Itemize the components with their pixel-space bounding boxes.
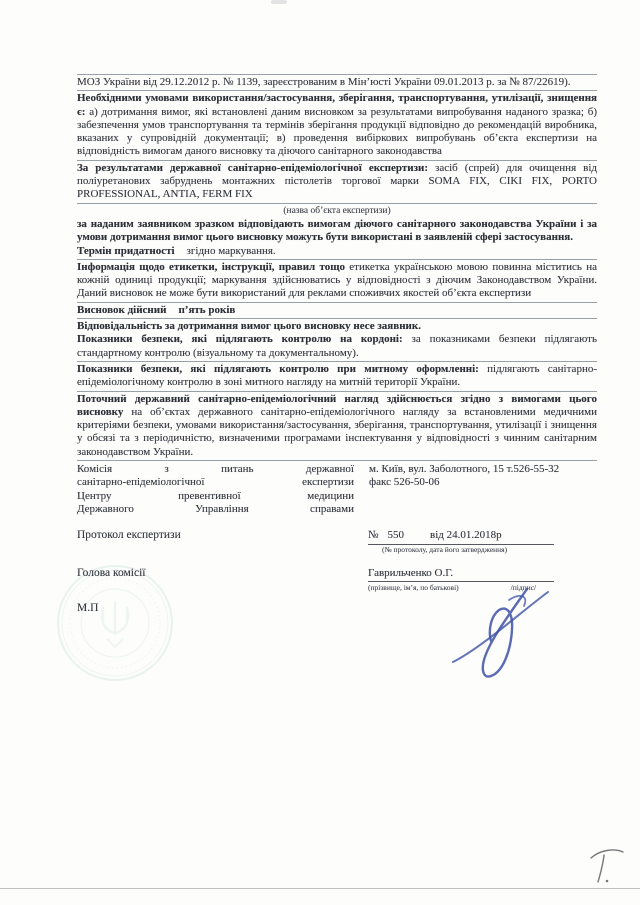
chairman-label: Голова комісії xyxy=(77,566,146,579)
protocol-date: від 24.01.2018р xyxy=(430,529,502,542)
mark-dot xyxy=(606,880,609,883)
document-body xyxy=(77,73,597,615)
customs-control-heading: Показники безпеки, які підлягають контролю при митному оформленні: xyxy=(77,362,479,375)
address-line-2: факс 526-50-06 xyxy=(369,476,440,489)
border-control-heading: Показники безпеки, які підлягають контролю на кордоні: xyxy=(77,333,403,346)
shelf-life-paragraph xyxy=(77,245,597,258)
address-line-1: м. Київ, вул. Заболотного, 15 т.526-55-32 xyxy=(369,463,560,476)
registration-text: МОЗ України від 29.12.2012 р. № 1139, зареєстрованим в Мін’юсті України 09.01.2013 р. за № 87/22619). xyxy=(77,76,571,88)
divider xyxy=(77,302,597,303)
compliance-paragraph xyxy=(77,218,597,245)
shelf-life-text: згідно маркування. xyxy=(186,244,276,257)
signature-stroke xyxy=(483,589,527,677)
divider xyxy=(77,318,597,319)
commission-name-line: Державного Управління справами xyxy=(77,502,354,515)
divider xyxy=(77,90,597,91)
validity-heading: Висновок дійсний xyxy=(77,303,167,316)
validity-term: п’ять років xyxy=(178,303,236,316)
chairman-name-caption: (прізвище, ім’я, по батькові) xyxy=(368,582,459,592)
protocol-row xyxy=(77,529,597,553)
registration-paragraph xyxy=(77,76,597,89)
label-info-paragraph xyxy=(77,261,597,301)
protocol-label: Протокол експертизи xyxy=(77,529,181,542)
usage-conditions-heading: Необхідними умовами використання/застосування, зберігання, транспортування, утилізації, знищення є: xyxy=(77,92,597,118)
divider xyxy=(77,74,597,75)
divider xyxy=(77,259,597,260)
seal-place-label: М.П xyxy=(77,601,99,614)
divider xyxy=(77,203,597,204)
commission-name-line: санітарно-епідеміологічної експертизи xyxy=(77,476,354,489)
divider xyxy=(77,460,597,461)
responsibility-text: Відповідальність за дотримання вимог цього висновку несе заявник. xyxy=(77,320,421,333)
divider xyxy=(77,160,597,161)
protocol-number-prefix: № xyxy=(368,529,379,542)
commission-name xyxy=(77,463,354,516)
commission-address xyxy=(369,463,597,516)
responsibility-paragraph xyxy=(77,320,597,333)
protocol-caption: (№ протоколу, дата його затвердження) xyxy=(382,544,508,554)
expertise-results-heading: За результатами державної санітарно-епідеміологічної експертизи: xyxy=(77,161,429,174)
shelf-life-heading: Термін придатності xyxy=(77,244,175,257)
divider xyxy=(77,391,597,392)
protocol-value-block xyxy=(368,529,568,553)
expertise-results-text: засіб (спрей) для очищення від поліуретанових забруднень монтажних пістолетів торгової марки SOMA FIX, CIKI FIX, PORTO PROFESSIONAL, ANTIA, FERM FIX xyxy=(77,161,597,201)
label-info-heading: Інформація щодо етикетки, інструкції, правил тощо xyxy=(77,260,346,273)
mark-top-stroke xyxy=(591,850,623,858)
customs-control-text: підлягають санітарно-епідеміологічному контролю в зоні митного нагляду на митній території України. xyxy=(77,362,597,389)
label-info-text: етикетка українською мовою повинна міститись на кожній одиниці продукції; маркування здійснюватись у відповідності з діючим Законодавством України. Даний висновок не може бути використаний для реклами споживчих якостей об’єкта експертизи xyxy=(77,260,597,300)
usage-conditions-paragraph xyxy=(77,92,597,158)
border-control-paragraph xyxy=(77,333,597,360)
compliance-text: за наданим заявником зразком відповідають вимогам діючого санітарного законодавства України і за умови дотримання вимог цього висновку можуть бути використані в заявленій сфері застосування. xyxy=(77,217,597,244)
supervision-paragraph xyxy=(77,393,597,459)
mark-stem-stroke xyxy=(598,855,604,882)
chairman-name: Гаврильченко О.Г. xyxy=(368,566,454,579)
commission-block xyxy=(77,463,597,516)
expertise-results-paragraph xyxy=(77,162,597,202)
supervision-text: на об’єктах державного санітарно-епідеміологічного нагляду за встановленими медичними критеріями безпеки, умовами використання/застосування, зберігання, транспортування, утилізації і знищення у обсязі та з періодичністю, визначеними програмами інспектування у відповідності з чинним санітарним законодавством України. xyxy=(77,405,597,458)
supervision-heading: Поточний державний санітарно-епідеміологічний нагляд здійснюється згідно з вимогами цього висновку xyxy=(77,392,597,418)
signature-caption: /підпис/ xyxy=(510,582,537,592)
handwritten-page-mark xyxy=(588,843,628,889)
validity-paragraph xyxy=(77,304,597,317)
protocol-number-line xyxy=(368,529,554,544)
chairman-name-line xyxy=(368,567,554,582)
border-control-text: за показниками безпеки підлягають стандартному контролю (візуальному та документальному). xyxy=(77,333,597,359)
divider xyxy=(77,361,597,362)
commission-name-line: Центру превентивної медицини xyxy=(77,489,354,502)
usage-conditions-text: а) дотримання вимог, які встановлені даним висновком за результатами випробування наданого зразка; б) забезпечення умов транспортування та термінів зберігання продукції відповідно до рекомендацій виробника, вказаних у супровідній документації; в) проведення вибіркових випробувань об’єкта експертизи на відповідність вимогам даного висновку та діючого санітарного законодавства xyxy=(77,105,597,158)
object-name-caption: (назва об’єкта експертизи) xyxy=(283,205,391,216)
scan-bottom-edge-line xyxy=(0,888,640,889)
commission-name-line: Комісія з питань державної xyxy=(77,463,354,476)
customs-control-paragraph xyxy=(77,363,597,390)
handwritten-signature xyxy=(447,586,567,682)
scan-artifact xyxy=(271,0,287,4)
protocol-number: 550 xyxy=(387,529,404,542)
